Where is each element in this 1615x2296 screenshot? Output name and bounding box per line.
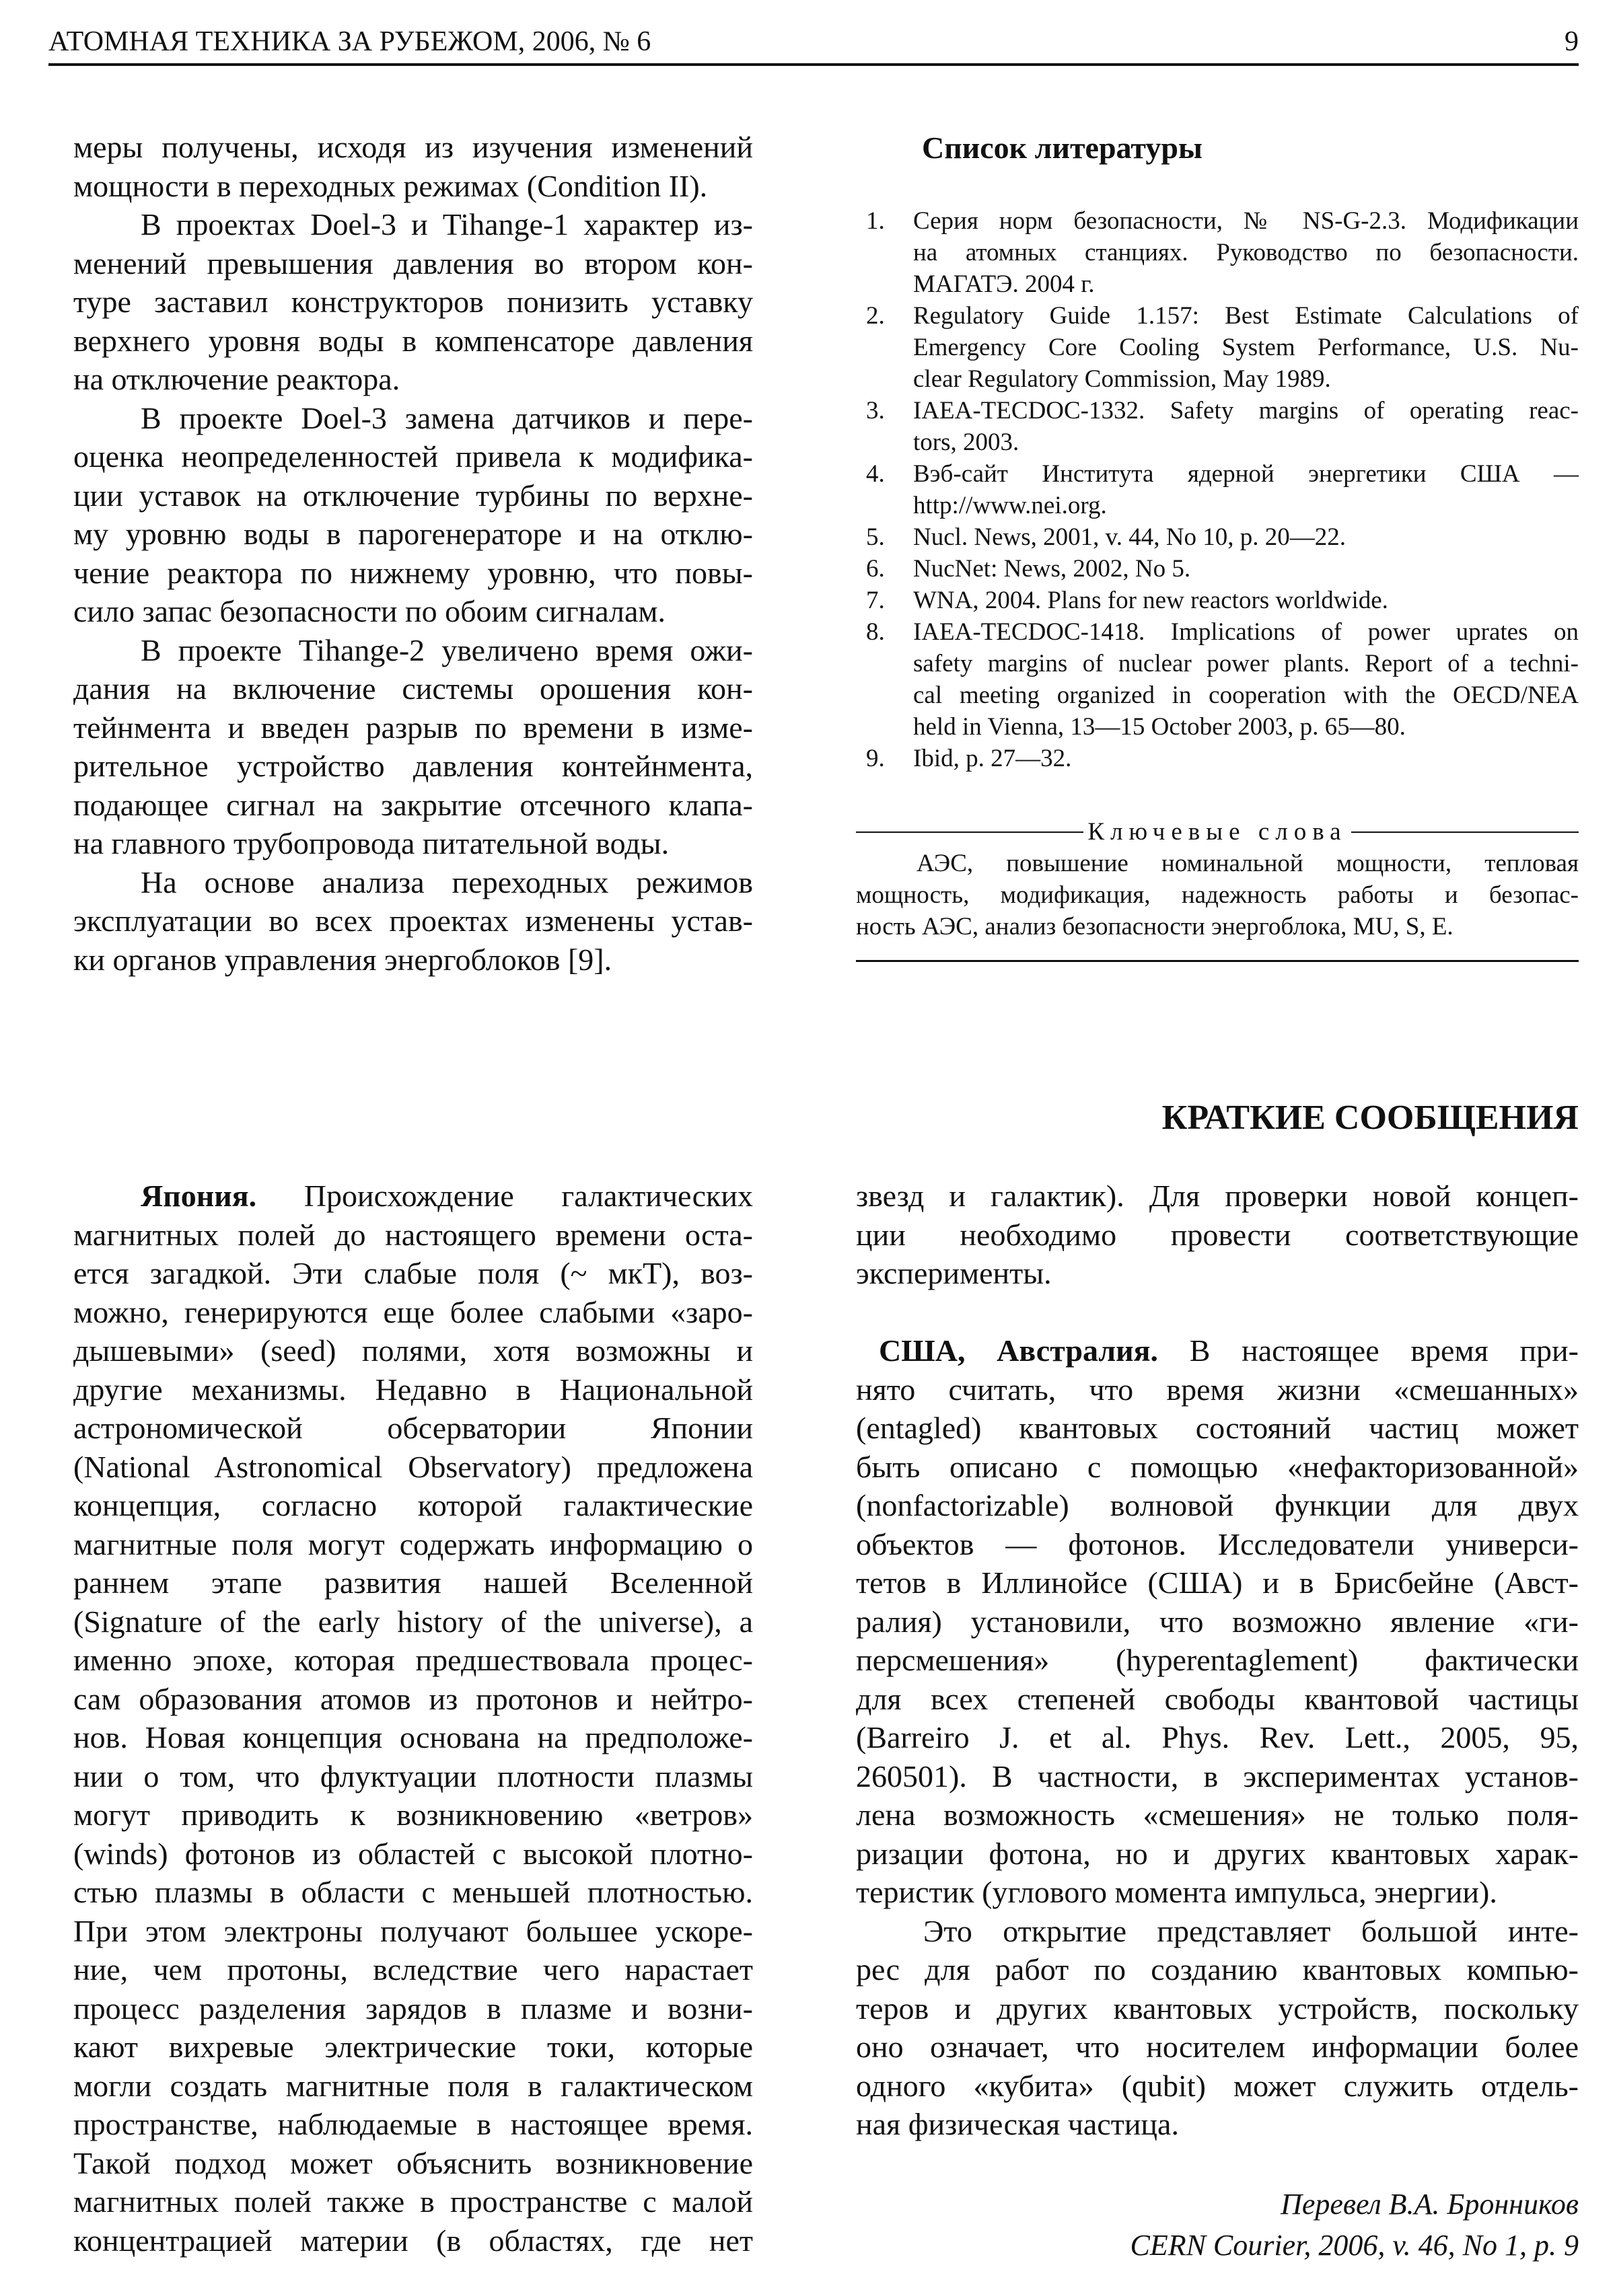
line-text: пространстве, наблюдаемые в настоящее время.: [73, 2107, 753, 2141]
line-text: Это открытие представляет большой инте-: [923, 1913, 1579, 1948]
text-line: [856, 1525, 1579, 1564]
line-text: теров и других квантовых устройств, поскольку: [856, 1991, 1579, 2026]
reference-line: IAEA-TECDOC-1332. Safety margins of operating reac-: [913, 397, 1579, 424]
text-line: [73, 863, 753, 902]
text-line: [73, 2067, 753, 2106]
text-line: [73, 322, 753, 361]
text-line: [856, 1177, 1579, 1216]
text-line: [73, 515, 753, 554]
text-line: [856, 1448, 1579, 1487]
line-text: сам образования атомов из протонов и нейтро-: [73, 1681, 753, 1716]
reference-item: [866, 743, 1579, 774]
line-text: (nonfactorizable) волновой функции для двух: [856, 1488, 1579, 1522]
line-text: одного «кубита» (qubit) может служить отдель-: [856, 2068, 1579, 2103]
line-text: (entagled) квантовых состояний частиц может: [856, 1411, 1579, 1445]
reference-number: 2.: [866, 302, 885, 330]
line-text: концентрацией материи (в областях, где нет: [73, 2223, 753, 2258]
text-line: [73, 244, 753, 283]
line-text: В проекте Tihange-2 увеличено время ожи-: [141, 632, 753, 667]
line-text: При этом электроны получают большее ускоре-: [73, 1913, 753, 1948]
line-text: ная физическая частица.: [856, 2107, 1179, 2141]
line-text: лена возможность «смешения» не только поля-: [856, 1798, 1579, 1832]
line-text: ции необходимо провести соответствующие: [856, 1217, 1579, 1252]
references-title: Список литературы: [922, 131, 1203, 165]
text-line: [856, 1718, 1579, 1757]
reference-line: clear Regulatory Commission, May 1989.: [913, 365, 1331, 393]
text-line: [856, 1409, 1579, 1448]
line-text: сило запас безопасности по обоим сигналам.: [73, 594, 666, 628]
line-text: подающее сигнал на закрытие отсечного клапа-: [73, 787, 753, 822]
keywords-line: ность АЭС, анализ безопасности энергоблока, MU, S, E.: [856, 913, 1454, 940]
line-text: на отключение реактора.: [73, 362, 400, 396]
text-line: [73, 1177, 753, 1216]
running-header: [48, 20, 1579, 66]
text-line: [73, 437, 753, 476]
reference-line: WNA, 2004. Plans for new reactors worldwide.: [913, 587, 1388, 614]
text-line: [73, 901, 753, 940]
text-line: [73, 1680, 753, 1719]
reference-number: 7.: [866, 587, 885, 614]
text-line: [856, 1912, 1579, 1951]
text-line: [73, 747, 753, 786]
text-line: [73, 592, 753, 631]
line-text: верхнего уровня воды в компенсаторе давления: [73, 323, 753, 358]
divider: [856, 960, 1579, 962]
reference-number: 8.: [866, 618, 885, 646]
text-line: [73, 1912, 753, 1951]
line-text: магнитные поля могут содержать информацию о: [73, 1526, 753, 1561]
line-text: быть описано с помощью «нефакторизованной»: [856, 1449, 1579, 1484]
keywords-heading: [856, 816, 1579, 848]
text-line: [73, 2221, 753, 2260]
line-text: Такой подход может объяснить возникновение: [73, 2145, 753, 2180]
reference-number: 9.: [866, 745, 885, 772]
line-text: чение реактора по нижнему уровню, что повы-: [73, 555, 753, 590]
text-line: [856, 1486, 1579, 1525]
line-text: могли создать магнитные поля в галактическом: [73, 2068, 753, 2103]
keywords-line: АЭС, повышение номинальной мощности, тепловая: [917, 850, 1579, 877]
text-line: [73, 1602, 753, 1641]
text-line: [73, 708, 753, 747]
references-list: [866, 205, 1579, 774]
line-text: му уровню воды в парогенераторе и на отклю-: [73, 517, 753, 551]
line-text: астрономической обсерватории Японии: [73, 1411, 753, 1445]
reference-number: 4.: [866, 460, 885, 488]
reference-number: 3.: [866, 397, 885, 424]
text-line: [73, 476, 753, 515]
line-text: (winds) фотонов из областей с высокой плотно-: [73, 1836, 753, 1871]
line-text: нято считать, что время жизни «смешанных»: [856, 1372, 1579, 1407]
source-citation: CERN Courier, 2006, v. 46, No 1, p. 9: [1130, 2229, 1579, 2262]
text-line: [73, 1409, 753, 1448]
line-text: именно эпохе, которая предшествовала процес-: [73, 1643, 753, 1677]
line-text: на главного трубопровода питательной воды.: [73, 826, 670, 860]
reference-number: 6.: [866, 555, 885, 583]
text-line: [73, 554, 753, 593]
reference-line: Ibid, p. 27—32.: [913, 745, 1072, 772]
line-text: эксперименты.: [856, 1256, 1052, 1290]
text-line: [856, 1641, 1579, 1680]
reference-line: на атомных станциях. Руководство по безопасности.: [913, 239, 1579, 266]
text-line: [856, 2105, 1579, 2144]
text-line: [73, 1216, 753, 1255]
journal-title: АТОМНАЯ ТЕХНИКА ЗА РУБЕЖОМ, 2006, № 6: [48, 26, 651, 57]
text-line: [73, 1835, 753, 1874]
text-line: [856, 1757, 1579, 1796]
text-line: [73, 128, 753, 167]
line-text: тейнмента и введен разрыв по времени в изме-: [73, 710, 753, 745]
text-line: [856, 1873, 1579, 1912]
reference-item: [866, 616, 1579, 743]
keywords-block: [856, 816, 1579, 942]
line-text: В настоящее время при-: [1158, 1333, 1579, 1368]
line-text: магнитных полей также в пространстве с малой: [73, 2184, 753, 2219]
line-text: могут приводить к возникновению «ветров»: [73, 1798, 753, 1832]
reference-line: Серия норм безопасности, № NS-G-2.3. Модификации: [913, 207, 1579, 235]
text-line: [73, 2105, 753, 2144]
reference-line: safety margins of nuclear power plants. Report of a techni-: [913, 650, 1579, 677]
reference-item: [866, 458, 1579, 521]
text-line: [856, 2067, 1579, 2106]
reference-line: МАГАТЭ. 2004 г.: [913, 270, 1095, 298]
line-text: На основе анализа переходных режимов: [141, 864, 753, 899]
text-line: [856, 1795, 1579, 1835]
line-text: ется загадкой. Эти слабые поля (~ мкТ), воз-: [73, 1256, 753, 1290]
text-line: [73, 631, 753, 670]
text-line: [73, 1757, 753, 1796]
text-line: [856, 2028, 1579, 2067]
text-line: [73, 399, 753, 438]
reference-line: NucNet: News, 2002, No 5.: [913, 555, 1191, 583]
news-lead: Япония.: [141, 1179, 257, 1213]
news-right-column: [856, 1177, 1579, 2144]
text-line: [856, 1835, 1579, 1874]
line-text: тетов в Иллинойсе (США) и в Брисбейне (Авст-: [856, 1565, 1579, 1600]
line-text: эксплуатации во всех проектах изменены устав-: [73, 903, 753, 938]
line-text: ризации фотона, но и других квантовых харак-: [856, 1836, 1579, 1871]
reference-number: 5.: [866, 523, 885, 551]
text-line: [73, 167, 753, 206]
line-text: (Barreiro J. et al. Phys. Rev. Lett., 2005, 95,: [856, 1720, 1579, 1754]
line-text: теристик (углового момента импульса, энергии).: [856, 1875, 1497, 1909]
text-line: [73, 1486, 753, 1525]
line-text: магнитных полей до настоящего времени оста-: [73, 1217, 753, 1252]
line-text: (Signature of the early history of the universe), а: [73, 1604, 753, 1639]
text-line: [73, 940, 753, 979]
translator-credit: Перевел В.А. Бронников: [1281, 2188, 1579, 2221]
reference-line: tors, 2003.: [913, 429, 1019, 456]
line-text: (National Astronomical Observatory) предложена: [73, 1449, 753, 1484]
line-text: 260501). В частности, в экспериментах установ-: [856, 1758, 1579, 1793]
page-number: 9: [1565, 26, 1579, 57]
line-text: В проекте Doel-3 замена датчиков и пере-: [141, 400, 753, 435]
line-text: ки органов управления энергоблоков [9].: [73, 942, 612, 977]
text-line: [856, 1602, 1579, 1641]
line-text: звезд и галактик). Для проверки новой концеп-: [856, 1179, 1579, 1213]
text-line: [73, 669, 753, 708]
line-text: нов. Новая концепция основана на предположе-: [73, 1720, 753, 1754]
line-text: концепция, согласно которой галактические: [73, 1488, 753, 1522]
line-text: процесс разделения зарядов в плазме и возни-: [73, 1991, 753, 2026]
text-line: [856, 1331, 1579, 1370]
text-line: [73, 1950, 753, 1989]
reference-line: Emergency Core Cooling System Performance, U.S. Nu-: [913, 334, 1579, 361]
line-text: рес для работ по созданию квантовых компью-: [856, 1952, 1579, 1987]
text-line: [856, 1370, 1579, 1409]
line-text: ралия) установили, что возможно явление «ги-: [856, 1604, 1579, 1639]
line-text: менений превышения давления во втором кон-: [73, 246, 753, 281]
text-line: [73, 1989, 753, 2028]
text-line: [856, 1950, 1579, 1989]
text-line: [856, 1989, 1579, 2028]
line-text: нии о том, что флуктуации плотности плазмы: [73, 1758, 753, 1793]
text-line: [73, 2144, 753, 2183]
line-text: другие механизмы. Недавно в Национальной: [73, 1372, 753, 1407]
text-line: [856, 1216, 1579, 1255]
line-text: рительное устройство давления контейнмента,: [73, 749, 753, 783]
line-text: ние, чем протоны, вследствие чего нарастает: [73, 1952, 753, 1987]
text-line: [73, 786, 753, 825]
text-line: [73, 1448, 753, 1487]
text-line: [73, 824, 753, 863]
keywords-title: Ключевые слова: [1087, 818, 1347, 846]
line-text: В проектах Doel-3 и Tihange-1 характер из-: [141, 207, 753, 242]
line-text: можно, генерируются еще более слабыми «заро-: [73, 1294, 753, 1329]
line-text: оно означает, что носителем информации более: [856, 2030, 1579, 2064]
news-lead: США, Австралия.: [879, 1333, 1159, 1368]
reference-line: cal meeting organized in cooperation with the OECD/NEA: [913, 681, 1579, 709]
reference-item: [866, 300, 1579, 395]
line-text: раннем этапе развития нашей Вселенной: [73, 1565, 753, 1600]
reference-item: [866, 553, 1579, 585]
reference-item: [866, 395, 1579, 458]
text-line: [73, 1641, 753, 1680]
divider: [1351, 831, 1579, 833]
text-line: [73, 1873, 753, 1912]
text-line: [73, 1254, 753, 1293]
text-line: [73, 1331, 753, 1370]
reference-item: [866, 585, 1579, 616]
line-text: стью плазмы в области с меньшей плотностью.: [73, 1875, 753, 1909]
article-end-column: [73, 128, 753, 979]
text-line: [73, 1293, 753, 1332]
line-text: оценка неопределенностей привела к модифика-: [73, 439, 753, 474]
line-text: туре заставил конструкторов понизить уставку: [73, 285, 753, 319]
text-line: [73, 205, 753, 244]
text-line: [73, 2182, 753, 2221]
reference-line: Regulatory Guide 1.157: Best Estimate Calculations of: [913, 302, 1579, 330]
text-line: [73, 1370, 753, 1409]
text-line: [73, 283, 753, 322]
reference-line: Вэб-сайт Института ядерной энергетики США —: [913, 460, 1579, 488]
divider: [856, 831, 1083, 833]
reference-number: 1.: [866, 207, 885, 235]
reference-line: http://www.nei.org.: [913, 492, 1107, 519]
text-line: [856, 1254, 1579, 1293]
text-line: [73, 2028, 753, 2067]
reference-line: IAEA-TECDOC-1418. Implications of power uprates on: [913, 618, 1579, 646]
line-text: дышевыми» (seed) полями, хотя возможны и: [73, 1333, 753, 1368]
text-line: [73, 1718, 753, 1757]
text-line: [73, 1525, 753, 1564]
text-line: [856, 1563, 1579, 1602]
reference-item: [866, 521, 1579, 553]
line-text: объектов — фотонов. Исследователи универси-: [856, 1526, 1579, 1561]
keywords-line: мощность, модификация, надежность работы и безопас-: [856, 881, 1579, 909]
text-line: [856, 1680, 1579, 1719]
text-line: [73, 360, 753, 399]
news-left-column: [73, 1177, 753, 2260]
line-text: персмешения» (hyperentaglement) фактически: [856, 1643, 1579, 1677]
text-line: [73, 1795, 753, 1835]
reference-line: held in Vienna, 13—15 October 2003, p. 65—80.: [913, 713, 1406, 741]
text-line: [73, 1563, 753, 1602]
section-title: КРАТКИЕ СООБЩЕНИЯ: [1161, 1099, 1579, 1137]
line-text: ции уставок на отключение турбины по верхне-: [73, 478, 753, 513]
line-text: дания на включение системы орошения кон-: [73, 671, 753, 706]
line-text: Происхождение галактических: [256, 1179, 753, 1213]
line-text: для всех степеней свободы квантовой частицы: [856, 1681, 1579, 1716]
reference-line: Nucl. News, 2001, v. 44, No 10, p. 20—22.: [913, 523, 1347, 551]
reference-item: [866, 205, 1579, 300]
line-text: кают вихревые электрические токи, которые: [73, 2030, 753, 2064]
line-text: мощности в переходных режимах (Condition II).: [73, 168, 708, 203]
line-text: меры получены, исходя из изучения изменений: [73, 130, 753, 164]
